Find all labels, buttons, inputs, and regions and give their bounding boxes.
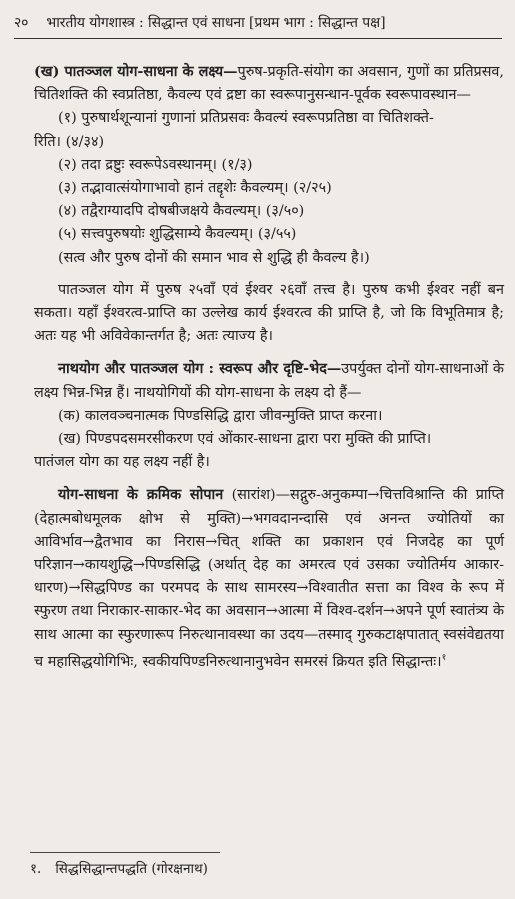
list-item: (ख) पिण्डपदसमरसीकरण एवं ओंकार-साधना द्वारा परा मुक्ति की प्राप्ति। bbox=[58, 431, 432, 448]
section-heading: नाथयोग और पातञ्जल योग : स्वरूप और दृष्टि-भेद— bbox=[58, 360, 342, 378]
footnote-marker: १ bbox=[441, 652, 447, 663]
footnote-number: १. bbox=[30, 861, 42, 877]
verse-line: (२) तदा द्रष्टुः स्वरूपेऽवस्थानम्। (१/३) bbox=[58, 156, 253, 173]
section-heading: योग-साधना के क्रमिक सोपान bbox=[58, 486, 224, 504]
section-objectives bbox=[34, 60, 504, 107]
paragraph: पातंजल योग का यह लक्ष्य नहीं है। bbox=[34, 454, 210, 471]
footnote-rule bbox=[30, 852, 220, 853]
section-nathayoga bbox=[34, 357, 504, 404]
verse-line: (१) पुरुषार्थशून्यानां गुणानां प्रतिप्रसवः कैवल्यं स्वरूपप्रतिष्ठा वा चितिशक्ते- bbox=[58, 110, 434, 127]
verse-line: (५) सत्त्वपुरुषयोः शुद्धिसाम्ये कैवल्यम्। (३/५५) bbox=[58, 226, 297, 243]
verse-line: (४) तद्वैराग्यादपि दोषबीजक्षये कैवल्यम्। (३/५०) bbox=[58, 203, 305, 220]
section-text: पुरुष-प्रकृति-संयोग का अवसान, गुणों का प्रतिप्रसव, चितिशक्ति की स्वप्रतिष्ठा, कैवल्य एवं द्रष्टा का स्वरूपानुसन्धान-पूर्वक स्वरूपावस्थान— bbox=[34, 64, 505, 104]
list-item: (क) कालवञ्चनात्मक पिण्डसिद्धि द्वारा जीवन्मुक्ति प्राप्त करना। bbox=[58, 407, 383, 424]
verse-line: (सत्व और पुरुष दोनों की समान भाव से शुद्धि ही कैवल्य है।) bbox=[58, 249, 370, 266]
verse-line: रिति। (४/३४) bbox=[34, 133, 105, 150]
running-title: भारतीय योगशास्त्र : सिद्धान्त एवं साधना [प्रथम भाग : सिद्धान्त पक्ष] bbox=[46, 15, 386, 31]
footnote-text: सिद्धसिद्धान्तपद्धति (गोरक्षनाथ) bbox=[55, 861, 208, 877]
section-stages bbox=[34, 483, 504, 673]
main-text bbox=[34, 60, 504, 674]
page-header bbox=[14, 14, 502, 32]
section-text: (सारांश)—सद्गुरु-अनुकम्पा→चित्तविश्रान्ति की प्राप्ति (देहात्मबोधमूलक क्षोभ से मुक्ति)→भगवदानन्दासि एवं अनन्त ज्योतियों का आविर्भाव→द्वैतभाव का निरास→चित् शक्ति का प्रकाशन एवं निजदेह का पूर्ण परिज्ञान→कायशुद्धि→पिण्डसिद्धि (अर्थात् देह का अमरत्व एवं उसका ज्योतिर्मय आकार-धारण)→सिद्धपिण्ड का परमपद के साथ सामरस्य→विश्वातीत सत्ता का विश्व के रूप में स्फुरण तथा निराकार-साकार-भेद का अवसान→आत्मा में विश्व-दर्शन→अपने पूर्ण स्वातंत्र्य के साथ आत्मा का स्फुरणारूप निरुत्थानावस्था का उदय—तस्माद् गुरुकटाक्षपातात् स्वसंवेद्यतया च महासिद्धयोगिभिः, स्वकीयपिण्डनिरुत्थानानुभवेन समरसं क्रियत इति सिद्धान्तः। bbox=[34, 487, 504, 670]
footnote bbox=[30, 860, 208, 878]
page-number: २० bbox=[14, 15, 29, 31]
section-text: उपर्युक्त दोनों योग-साधनाओं के लक्ष्य भिन्न-भिन्न हैं। नाथयोगियों की योग-साधना के लक्ष्य दो हैं— bbox=[34, 361, 504, 401]
verse-line: (३) तद्भावात्संयोगाभावो हानं तद्दृशेः कैवल्यम्। (२/२५) bbox=[58, 180, 332, 197]
header-rule bbox=[14, 38, 502, 39]
paragraph: पातञ्जल योग में पुरुष २५वाँ एवं ईश्वर २६वाँ तत्त्व है। पुरुष कभी ईश्वर नहीं बन सकता। यहाँ ईश्वरत्व-प्राप्ति का उल्लेख कार्य ईश्वरत्व की प्राप्ति है, जो कि विभूतिमात्र है; अतः यह भी अविवेकान्तर्गत है; अतः त्याज्य है। bbox=[34, 281, 504, 345]
section-heading: (ख) पातञ्जल योग-साधना के लक्ष्य— bbox=[34, 63, 238, 80]
